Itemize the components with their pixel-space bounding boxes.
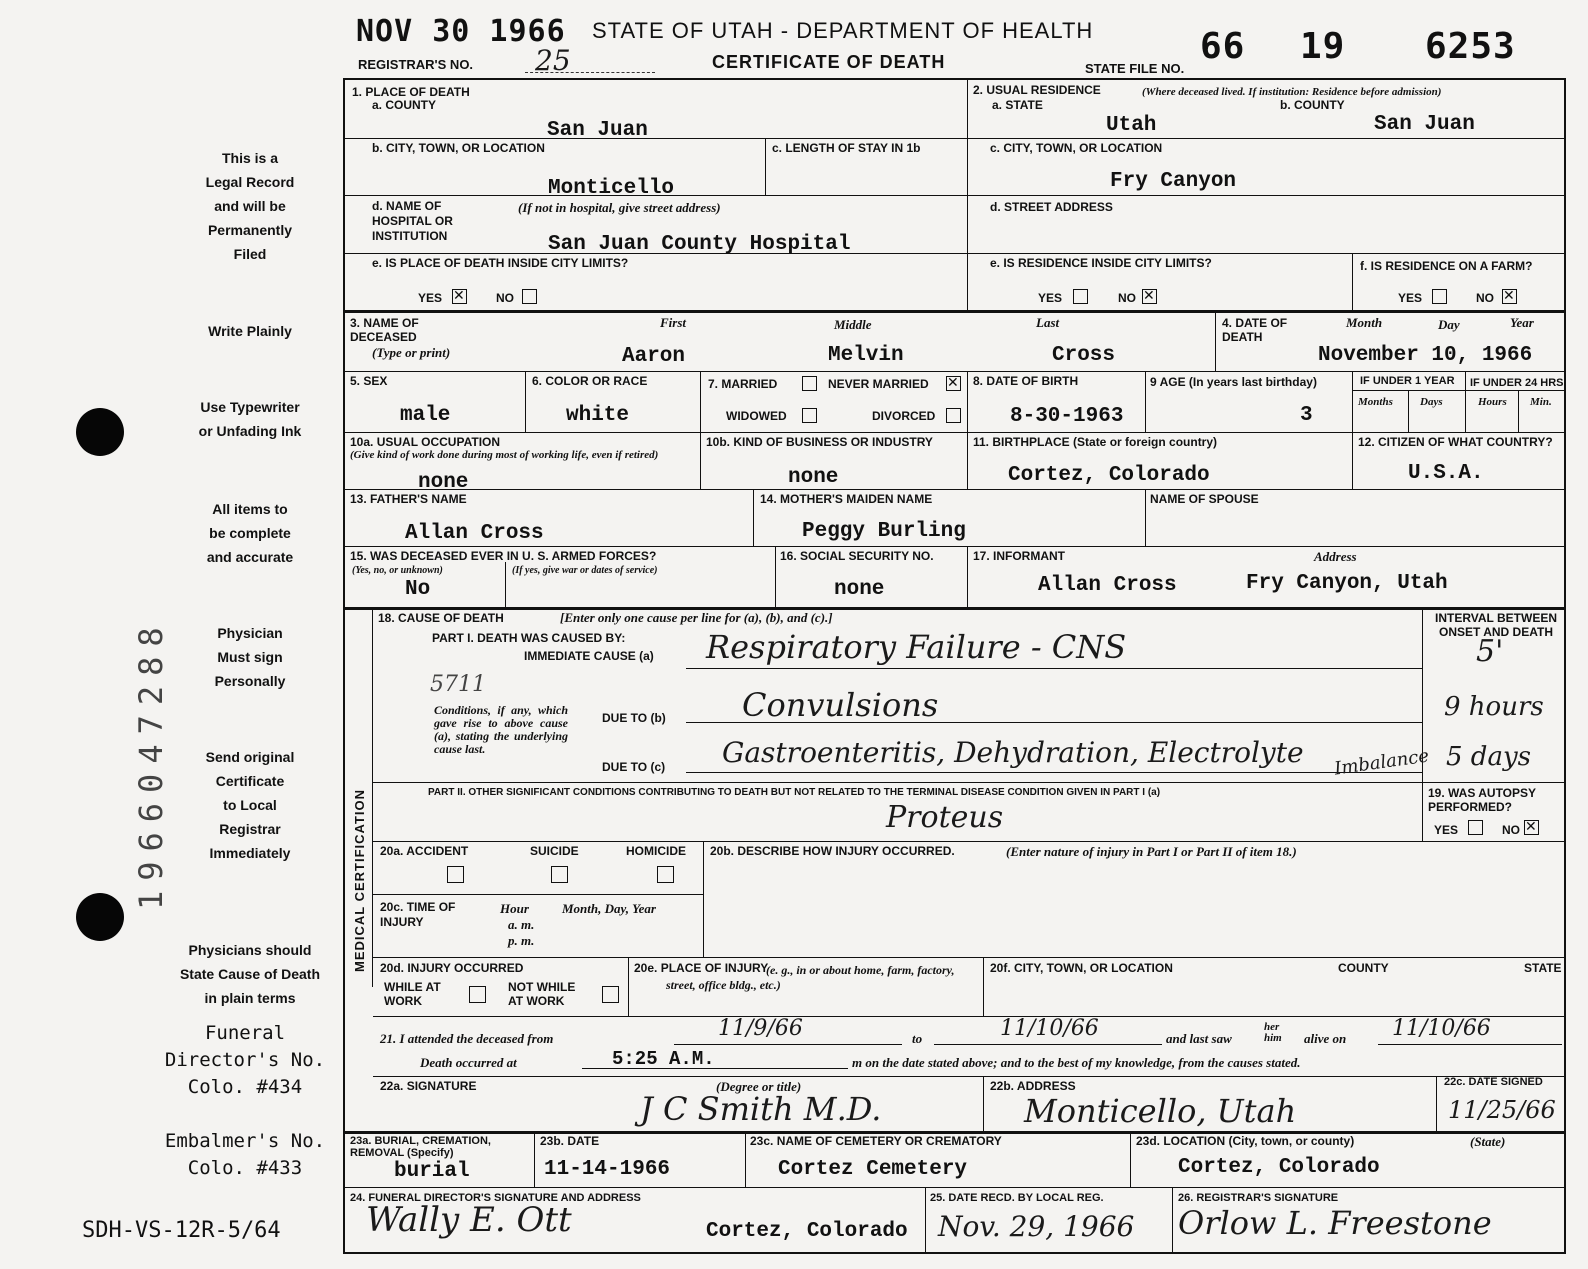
state-department-heading: STATE OF UTAH - DEPARTMENT OF HEALTH [592, 18, 1094, 43]
while-at-work-checkbox[interactable] [469, 986, 486, 1003]
armed-forces-war-note: (If yes, give war or dates of service) [512, 565, 658, 576]
hospital-note: (If not in hospital, give street address) [518, 200, 721, 215]
attended-label: 21. I attended the deceased from [380, 1031, 554, 1046]
physician-address-value: Monticello, Utah [1024, 1092, 1297, 1130]
mother-value: Peggy Burling [802, 520, 966, 543]
registrar-no: 25 [535, 44, 571, 77]
attended-to-label: to [912, 1031, 923, 1046]
sex-value: male [400, 404, 451, 427]
received-date-stamp: NOV 30 1966 [356, 14, 566, 49]
place-of-death-label: 1. PLACE OF DEATH [352, 85, 470, 99]
armed-forces-label: 15. WAS DECEASED EVER IN U. S. ARMED FORCES? [350, 549, 657, 563]
side-funeral-director-no: Funeral Director's No. Colo. #434 [164, 1022, 326, 1098]
homicide-label: HOMICIDE [626, 844, 686, 858]
divorced-checkbox[interactable] [946, 408, 961, 423]
punch-hole-top [76, 408, 124, 456]
res-city-label: c. CITY, TOWN, OR LOCATION [990, 141, 1163, 155]
his-her-label: her him [1264, 1021, 1282, 1044]
cause-of-death-note: [Enter only one cause per line for (a), (b), and (c).] [560, 610, 833, 625]
never-married-label: NEVER MARRIED [828, 377, 929, 391]
physician-signature: J C Smith M.D. [640, 1090, 882, 1128]
vertical-microfilm-number: 1966047288 [132, 617, 170, 910]
pod-county-value: San Juan [547, 119, 648, 142]
under-24-hrs-label: IF UNDER 24 HRS. [1470, 377, 1567, 389]
res-county-label: b. COUNTY [1280, 98, 1345, 112]
while-at-work-label: WHILE AT WORK [384, 980, 441, 1008]
autopsy-yes-checkbox[interactable] [1468, 820, 1483, 835]
deceased-name-label: 3. NAME OF DECEASED [350, 316, 419, 344]
signature-label: 22a. SIGNATURE [380, 1079, 477, 1093]
date-of-death-label: 4. DATE OF DEATH [1222, 316, 1288, 344]
pod-city-value: Monticello [548, 177, 675, 200]
side-embalmer-no: Embalmer's No. Colo. #433 [164, 1130, 326, 1179]
farm-yes-label: YES [1398, 291, 1423, 305]
last-name-value: Cross [1052, 344, 1116, 367]
hospital-label: d. NAME OF HOSPITAL OR INSTITUTION [372, 199, 453, 243]
autopsy-no-checkbox[interactable] [1524, 820, 1539, 835]
registrar-no-label: REGISTRAR'S NO. [358, 57, 474, 72]
married-label: 7. MARRIED [708, 377, 778, 391]
part-2-label: PART II. OTHER SIGNIFICANT CONDITIONS CONTRIBUTING TO DEATH BUT NOT RELATED TO THE TERMINAL DISEASE CONDITION GIVEN IN PART I (a) [428, 787, 1161, 798]
res-county-value: San Juan [1374, 113, 1475, 136]
cemetery-label: 23c. NAME OF CEMETERY OR CREMATORY [750, 1134, 1002, 1148]
am-label: a. m. [508, 917, 535, 932]
medical-certification-label: MEDICAL CERTIFICATION [352, 788, 367, 972]
occupation-value: none [418, 471, 469, 494]
age-value: 3 [1300, 404, 1313, 427]
father-label: 13. FATHER'S NAME [350, 492, 467, 506]
injury-city-label: 20f. CITY, TOWN, OR LOCATION [990, 961, 1173, 975]
cause-code: 5711 [430, 672, 486, 697]
degree-title-label: (Degree or title) [716, 1079, 802, 1094]
interval-c-value: 5 days [1446, 742, 1531, 772]
pod-city-limits-no-checkbox[interactable] [522, 289, 537, 304]
place-of-injury-note: (e. g., in or about home, farm, factory, street, office bldg., etc.) [666, 963, 955, 992]
res-no-label: NO [1118, 291, 1136, 305]
state-file-label: STATE FILE NO. [1085, 61, 1185, 76]
describe-injury-note: (Enter nature of injury in Part I or Part II of item 18.) [1006, 844, 1297, 859]
side-typewriter: Use Typewriter or Unfading Ink [198, 399, 302, 439]
res-farm-label: f. IS RESIDENCE ON A FARM? [1360, 259, 1533, 273]
funeral-director-address: Cortez, Colorado [706, 1220, 908, 1243]
injury-occurred-label: 20d. INJURY OCCURRED [380, 961, 524, 975]
dod-day-label: Day [1438, 317, 1460, 332]
date-received-value: Nov. 29, 1966 [938, 1210, 1135, 1243]
place-of-injury-label: 20e. PLACE OF INJURY [634, 961, 769, 975]
farm-no-label: NO [1476, 291, 1494, 305]
burial-date-value: 11-14-1966 [544, 1158, 671, 1181]
res-city-limits-label: e. IS RESIDENCE INSIDE CITY LIMITS? [990, 256, 1212, 270]
accident-label: 20a. ACCIDENT [380, 844, 469, 858]
farm-no-checkbox[interactable] [1502, 289, 1517, 304]
interval-a-value: 5' [1476, 634, 1504, 669]
burial-state-label: (State) [1470, 1134, 1506, 1149]
res-city-limits-no-checkbox[interactable] [1142, 289, 1157, 304]
occupation-note: (Give kind of work done during most of working life, even if retired) [350, 449, 659, 461]
ssn-value: none [834, 578, 885, 601]
side-send-original: Send original Certificate to Local Registrar Immediately [205, 749, 295, 861]
divorced-label: DIVORCED [872, 409, 936, 423]
pod-city-limits-yes-checkbox[interactable] [452, 289, 467, 304]
funeral-director-signature: Wally E. Ott [366, 1200, 572, 1240]
cause-of-death-label: 18. CAUSE OF DEATH [378, 611, 504, 625]
race-label: 6. COLOR OR RACE [532, 374, 648, 388]
informant-value: Allan Cross [1038, 574, 1177, 597]
informant-address-value: Fry Canyon, Utah [1246, 572, 1448, 595]
injury-county-label: COUNTY [1338, 961, 1389, 975]
sex-label: 5. SEX [350, 374, 388, 388]
dod-month-label: Month [1346, 315, 1383, 330]
ssn-label: 16. SOCIAL SECURITY NO. [780, 549, 934, 563]
spouse-label: NAME OF SPOUSE [1150, 492, 1259, 506]
suicide-label: SUICIDE [530, 844, 579, 858]
res-yes-label: YES [1038, 291, 1063, 305]
length-of-stay-label: c. LENGTH OF STAY IN 1b [772, 141, 921, 155]
funeral-director-label: 24. FUNERAL DIRECTOR'S SIGNATURE AND ADDRESS [350, 1192, 641, 1204]
accident-checkbox[interactable] [447, 866, 464, 883]
attended-to-value: 11/10/66 [1000, 1016, 1099, 1041]
pod-county-label: a. COUNTY [372, 98, 437, 112]
birthplace-label: 11. BIRTHPLACE (State or foreign country) [973, 435, 1218, 449]
registrar-signature: Orlow L. Freestone [1178, 1204, 1492, 1242]
last-name-label: Last [1036, 315, 1060, 330]
side-physicians-should: Physicians should State Cause of Death in plain terms [179, 942, 321, 1006]
immediate-cause-label: IMMEDIATE CAUSE (a) [524, 649, 654, 663]
usual-residence-label: 2. USUAL RESIDENCE [973, 83, 1101, 97]
usual-residence-note: (Where deceased lived. If institution: Residence before admission) [1142, 86, 1442, 98]
middle-name-label: Middle [834, 317, 872, 332]
burial-date-label: 23b. DATE [540, 1134, 600, 1148]
farm-yes-checkbox[interactable] [1432, 289, 1447, 304]
under-1-year-label: IF UNDER 1 YEAR [1360, 375, 1455, 387]
interval-label: INTERVAL BETWEEN ONSET AND DEATH [1434, 611, 1557, 639]
immediate-cause-value: Respiratory Failure - CNS [706, 628, 1127, 666]
month-day-year-label: Month, Day, Year [562, 901, 656, 916]
street-address-label: d. STREET ADDRESS [990, 200, 1113, 214]
time-of-death-value: 5:25 A.M. [612, 1048, 715, 1070]
middle-name-value: Melvin [828, 344, 904, 367]
first-name-label: First [660, 315, 687, 330]
pm-label: p. m. [508, 933, 535, 948]
autopsy-yes-label: YES [1434, 823, 1459, 837]
mother-label: 14. MOTHER'S MAIDEN NAME [760, 492, 933, 506]
last-saw-label: and last saw [1166, 1031, 1232, 1046]
race-value: white [566, 404, 630, 427]
knowledge-statement: m on the date stated above; and to the best of my knowledge, from the causes stated. [852, 1055, 1301, 1070]
armed-forces-value: No [405, 578, 431, 601]
age-label: 9 AGE (In years last birthday) [1150, 375, 1317, 389]
describe-injury-label: 20b. DESCRIBE HOW INJURY OCCURRED. [710, 844, 955, 858]
conditions-note: Conditions, if any, which gave rise to above cause (a), stating the underlying cause last. [434, 703, 568, 756]
res-city-value: Fry Canyon [1110, 170, 1237, 193]
first-name-value: Aaron [622, 345, 686, 368]
pod-city-label: b. CITY, TOWN, OR LOCATION [372, 141, 545, 155]
alive-on-label: alive on [1304, 1031, 1347, 1046]
res-state-value: Utah [1106, 114, 1157, 137]
burial-location-value: Cortez, Colorado [1178, 1156, 1380, 1179]
homicide-checkbox[interactable] [657, 866, 674, 883]
citizen-label: 12. CITIZEN OF WHAT COUNTRY? [1358, 435, 1553, 449]
registrar-signature-label: 26. REGISTRAR'S SIGNATURE [1178, 1192, 1339, 1204]
file-no-part-a: 66 [1200, 26, 1246, 67]
age-hours-label: Hours [1478, 396, 1507, 408]
armed-forces-note: (Yes, no, or unknown) [352, 565, 443, 576]
autopsy-label: 19. WAS AUTOPSY PERFORMED? [1428, 786, 1536, 814]
res-city-limits-yes-checkbox[interactable] [1073, 289, 1088, 304]
punch-hole-bottom [76, 893, 124, 941]
side-legal-record: This is a Legal Record and will be Permanently Filed [205, 150, 295, 262]
file-no-part-b: 19 [1300, 26, 1346, 67]
pod-yes-label: YES [418, 291, 443, 305]
part-2-value: Proteus [886, 800, 1004, 835]
attended-from-value: 11/9/66 [718, 1016, 803, 1041]
date-received-label: 25. DATE RECD. BY LOCAL REG. [930, 1192, 1104, 1204]
cemetery-value: Cortez Cemetery [778, 1158, 968, 1181]
informant-label: 17. INFORMANT [973, 549, 1066, 563]
suicide-checkbox[interactable] [551, 866, 568, 883]
informant-address-label: Address [1314, 549, 1357, 564]
occupation-label: 10a. USUAL OCCUPATION [350, 435, 501, 449]
date-of-death-value: November 10, 1966 [1318, 344, 1533, 367]
autopsy-no-label: NO [1502, 823, 1520, 837]
pod-city-limits-label: e. IS PLACE OF DEATH INSIDE CITY LIMITS? [372, 256, 629, 270]
birthplace-value: Cortez, Colorado [1008, 464, 1210, 487]
pod-no-label: NO [496, 291, 514, 305]
never-married-checkbox[interactable] [946, 376, 961, 391]
dod-year-label: Year [1510, 315, 1534, 330]
certificate-title: CERTIFICATE OF DEATH [712, 52, 946, 72]
widowed-label: WIDOWED [726, 409, 787, 423]
married-checkbox[interactable] [802, 376, 817, 391]
hour-label: Hour [500, 901, 529, 916]
disposition-value: burial [394, 1160, 470, 1183]
date-signed-label: 22c. DATE SIGNED [1444, 1076, 1543, 1088]
interval-b-value: 9 hours [1444, 692, 1544, 722]
not-while-at-work-checkbox[interactable] [602, 986, 619, 1003]
deceased-name-note: (Type or print) [372, 345, 451, 360]
file-no-part-c: 6253 [1425, 26, 1516, 67]
not-while-at-work-label: NOT WHILE AT WORK [508, 980, 576, 1008]
disposition-label: 23a. BURIAL, CREMATION, REMOVAL (Specify) [350, 1135, 491, 1159]
due-to-b-label: DUE TO (b) [602, 711, 666, 725]
due-to-b-value: Convulsions [742, 686, 939, 724]
business-value: none [788, 466, 839, 489]
part-1-label: PART I. DEATH WAS CAUSED BY: [432, 631, 626, 645]
hospital-value: San Juan County Hospital [548, 233, 851, 256]
burial-location-label: 23d. LOCATION (City, town, or county) [1136, 1134, 1355, 1148]
injury-state-label: STATE [1524, 961, 1562, 975]
dob-label: 8. DATE OF BIRTH [973, 374, 1079, 388]
physician-address-label: 22b. ADDRESS [990, 1079, 1076, 1093]
side-all-items: All items to be complete and accurate [206, 501, 294, 565]
age-min-label: Min. [1530, 396, 1552, 408]
alive-on-value: 11/10/66 [1392, 1016, 1491, 1041]
age-days-label: Days [1420, 396, 1443, 408]
dob-value: 8-30-1963 [1010, 405, 1124, 428]
widowed-checkbox[interactable] [802, 408, 817, 423]
citizen-value: U.S.A. [1408, 462, 1484, 485]
time-of-injury-label: 20c. TIME OF INJURY [380, 900, 456, 929]
due-to-c-continuation: Imbalance [1333, 745, 1431, 780]
death-occurred-label: Death occurred at [420, 1055, 517, 1070]
age-months-label: Months [1358, 396, 1393, 408]
side-write-plainly: Write Plainly [208, 323, 292, 339]
form-number: SDH-VS-12R-5/64 [82, 1218, 281, 1243]
due-to-c-value: Gastroenteritis, Dehydration, Electrolyte [722, 736, 1304, 769]
certificate-form-frame [343, 78, 1566, 1254]
res-state-label: a. STATE [992, 98, 1043, 112]
due-to-c-label: DUE TO (c) [602, 760, 666, 774]
side-physician-sign: Physician Must sign Personally [214, 625, 286, 689]
business-label: 10b. KIND OF BUSINESS OR INDUSTRY [706, 435, 933, 449]
date-signed-value: 11/25/66 [1448, 1096, 1556, 1124]
father-value: Allan Cross [405, 522, 544, 545]
